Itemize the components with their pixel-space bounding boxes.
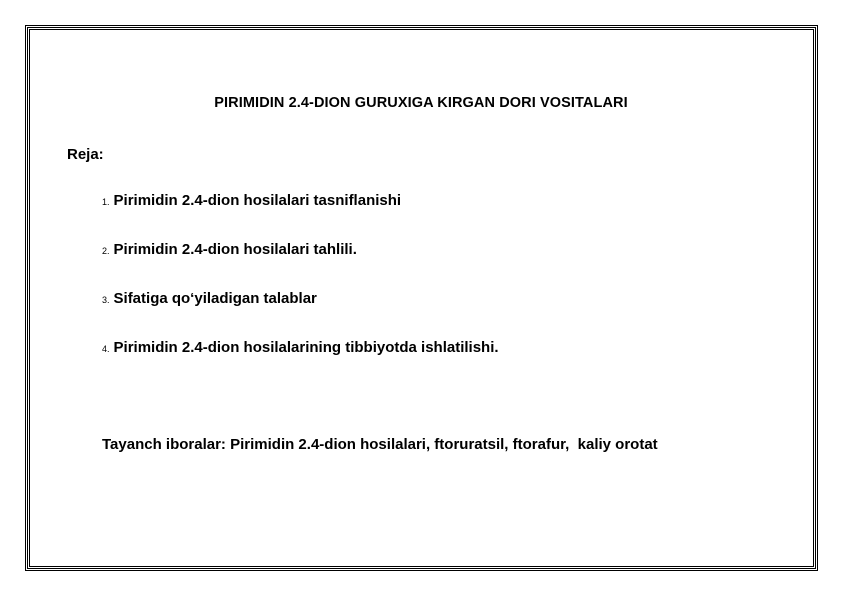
plan-item-text: Pirimidin 2.4-dion hosilalarining tibbiyotda ishlatilishi. <box>113 339 499 356</box>
document-title: PIRIMIDIN 2.4-DION GURUXIGA KIRGAN DORI VOSITALARI <box>214 95 628 111</box>
plan-heading: Reja: <box>67 146 104 163</box>
keywords-line: Tayanch iboralar: Pirimidin 2.4-dion hosilalari, ftoruratsil, ftorafur, kaliy orotat <box>102 436 658 453</box>
plan-item-2 <box>102 241 499 290</box>
plan-item-3 <box>102 290 499 339</box>
plan-item-number: 4. <box>102 344 110 354</box>
plan-item-number: 1. <box>102 197 110 207</box>
plan-item-number: 2. <box>102 246 110 256</box>
plan-item-text: Sifatiga qo‘yiladigan talablar <box>113 290 317 307</box>
plan-item-4 <box>102 339 499 388</box>
plan-item-number: 3. <box>102 295 110 305</box>
plan-list <box>102 192 499 388</box>
plan-item-text: Pirimidin 2.4-dion hosilalari tahlili. <box>113 241 357 258</box>
plan-item-text: Pirimidin 2.4-dion hosilalari tasniflanishi <box>113 192 402 209</box>
plan-item-1 <box>102 192 499 241</box>
